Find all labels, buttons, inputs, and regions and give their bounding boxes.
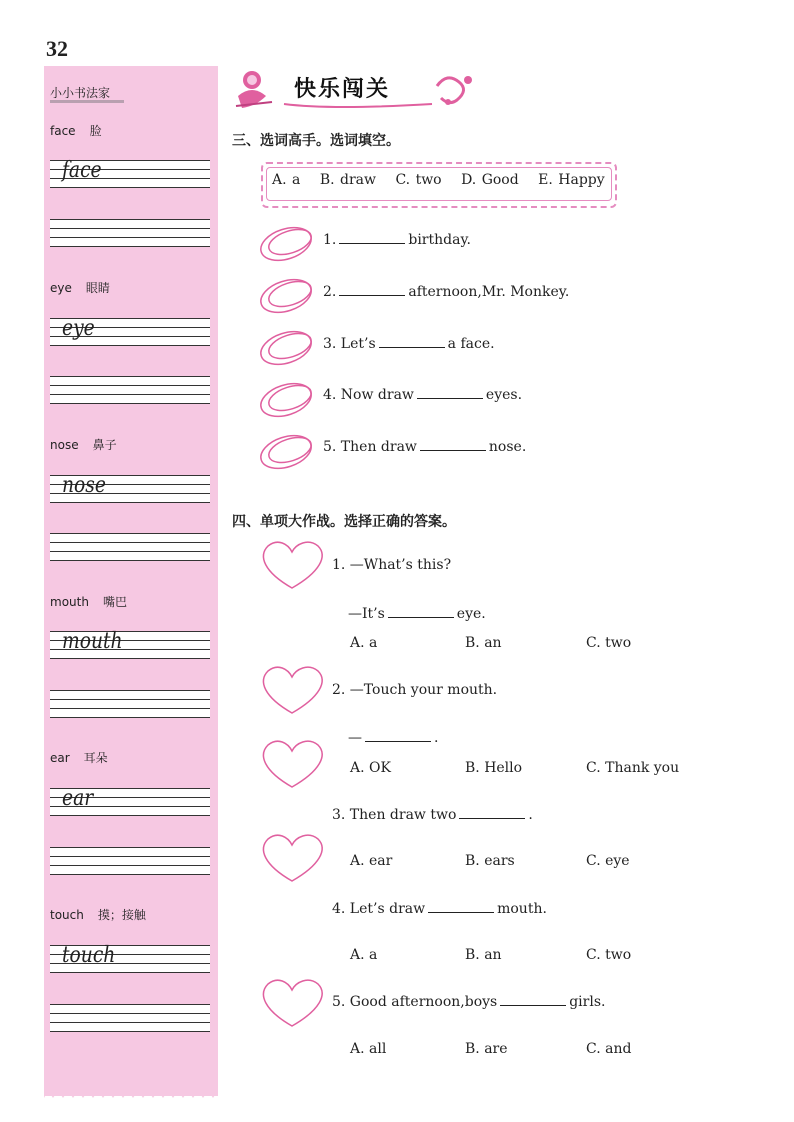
writing-lines-practice[interactable] (50, 376, 210, 403)
answer-oval (257, 326, 316, 371)
word-label-ear: ear 耳朵 (50, 751, 108, 765)
choice-b[interactable]: B. ears (465, 853, 515, 869)
choice-b[interactable]: B. an (465, 947, 502, 963)
page-number: 32 (46, 36, 68, 61)
answer-blank[interactable] (365, 729, 431, 742)
choice-c[interactable]: C. two (586, 947, 632, 963)
sidebar-title-underline (50, 100, 124, 103)
choice-b[interactable]: B. are (465, 1041, 508, 1057)
answer-blank[interactable] (428, 900, 494, 913)
choice-c[interactable]: C. eye (586, 853, 630, 869)
choice-a[interactable]: A. ear (350, 853, 393, 869)
answer-heart (263, 667, 322, 713)
word-option: D. Good (461, 172, 519, 188)
word-option: C. two (395, 172, 442, 188)
answer-heart (263, 542, 322, 588)
s4-question-1: 1. —What’s this? (332, 557, 452, 573)
s4-question-2: 2. —Touch your mouth. (332, 682, 498, 698)
answer-oval (257, 378, 316, 423)
word-label-nose: nose 鼻子 (50, 438, 117, 452)
answer-blank[interactable] (379, 335, 445, 348)
writing-lines-model: ear (50, 788, 210, 815)
s4-question-3: 3. Then draw two . (332, 807, 533, 823)
answer-heart (263, 835, 322, 881)
word-option: A. a (272, 172, 301, 188)
answer-blank[interactable] (459, 806, 525, 819)
s4-question-4: 4. Let’s draw mouth. (332, 901, 547, 917)
choice-c[interactable]: C. two (586, 635, 632, 651)
s4-question-5: 5. Good afternoon,boys girls. (332, 994, 606, 1010)
writing-lines-practice[interactable] (50, 690, 210, 717)
word-label-eye: eye 眼睛 (50, 281, 110, 295)
word-option: B. draw (319, 172, 376, 188)
banner-title: 快乐闯关 (294, 77, 391, 102)
answer-oval-column (256, 222, 322, 472)
answer-blank[interactable] (339, 231, 405, 244)
answer-blank[interactable] (339, 283, 405, 296)
s3-question-3: 3. Let’s a face. (323, 336, 495, 352)
word-label-mouth: mouth 嘴巴 (50, 595, 127, 609)
answer-blank[interactable] (417, 386, 483, 399)
answer-oval (257, 274, 316, 319)
writing-lines-model: mouth (50, 631, 210, 658)
writing-lines-model: nose (50, 475, 210, 502)
writing-lines-model: touch (50, 945, 210, 972)
writing-lines-model: face (50, 160, 210, 187)
sidebar-title: 小小书法家 (50, 86, 111, 100)
s4-question-2-reply: — . (348, 730, 439, 746)
choice-c[interactable]: C. and (586, 1041, 632, 1057)
writing-lines-practice[interactable] (50, 1004, 210, 1031)
s3-question-4: 4. Now draw eyes. (323, 387, 523, 403)
answer-blank[interactable] (420, 438, 486, 451)
section3-title: 三、选词高手。选词填空。 (232, 133, 400, 149)
s4-question-1-reply: —It’s eye. (348, 606, 486, 622)
writing-lines-practice[interactable] (50, 847, 210, 874)
choice-b[interactable]: B. Hello (465, 760, 523, 776)
answer-heart-5 (258, 976, 330, 1036)
word-option: E. Happy (538, 172, 605, 188)
s3-question-5: 5. Then draw nose. (323, 439, 527, 455)
writing-lines-model: eye (50, 318, 210, 345)
choice-c[interactable]: C. Thank you (586, 760, 680, 776)
writing-lines-practice[interactable] (50, 533, 210, 560)
choice-b[interactable]: B. an (465, 635, 502, 651)
word-label-face: face 脸 (50, 124, 102, 138)
s3-question-2: 2. afternoon,Mr. Monkey. (323, 284, 570, 300)
choice-a[interactable]: A. a (350, 947, 378, 963)
writing-lines-practice[interactable] (50, 219, 210, 246)
word-bank-options (272, 172, 619, 188)
choice-a[interactable]: A. OK (350, 760, 391, 776)
answer-blank[interactable] (500, 993, 566, 1006)
section4-title: 四、单项大作战。选择正确的答案。 (232, 514, 456, 530)
answer-oval (257, 222, 316, 266)
sidebar-zigzag-edge (44, 1080, 218, 1100)
answer-heart (263, 741, 322, 787)
choice-a[interactable]: A. all (350, 1041, 387, 1057)
answer-heart-column (258, 538, 330, 948)
answer-blank[interactable] (388, 605, 454, 618)
s3-question-1: 1. birthday. (323, 232, 471, 248)
answer-oval (257, 430, 316, 472)
choice-a[interactable]: A. a (350, 635, 378, 651)
word-label-touch: touch 摸；接触 (50, 908, 146, 922)
